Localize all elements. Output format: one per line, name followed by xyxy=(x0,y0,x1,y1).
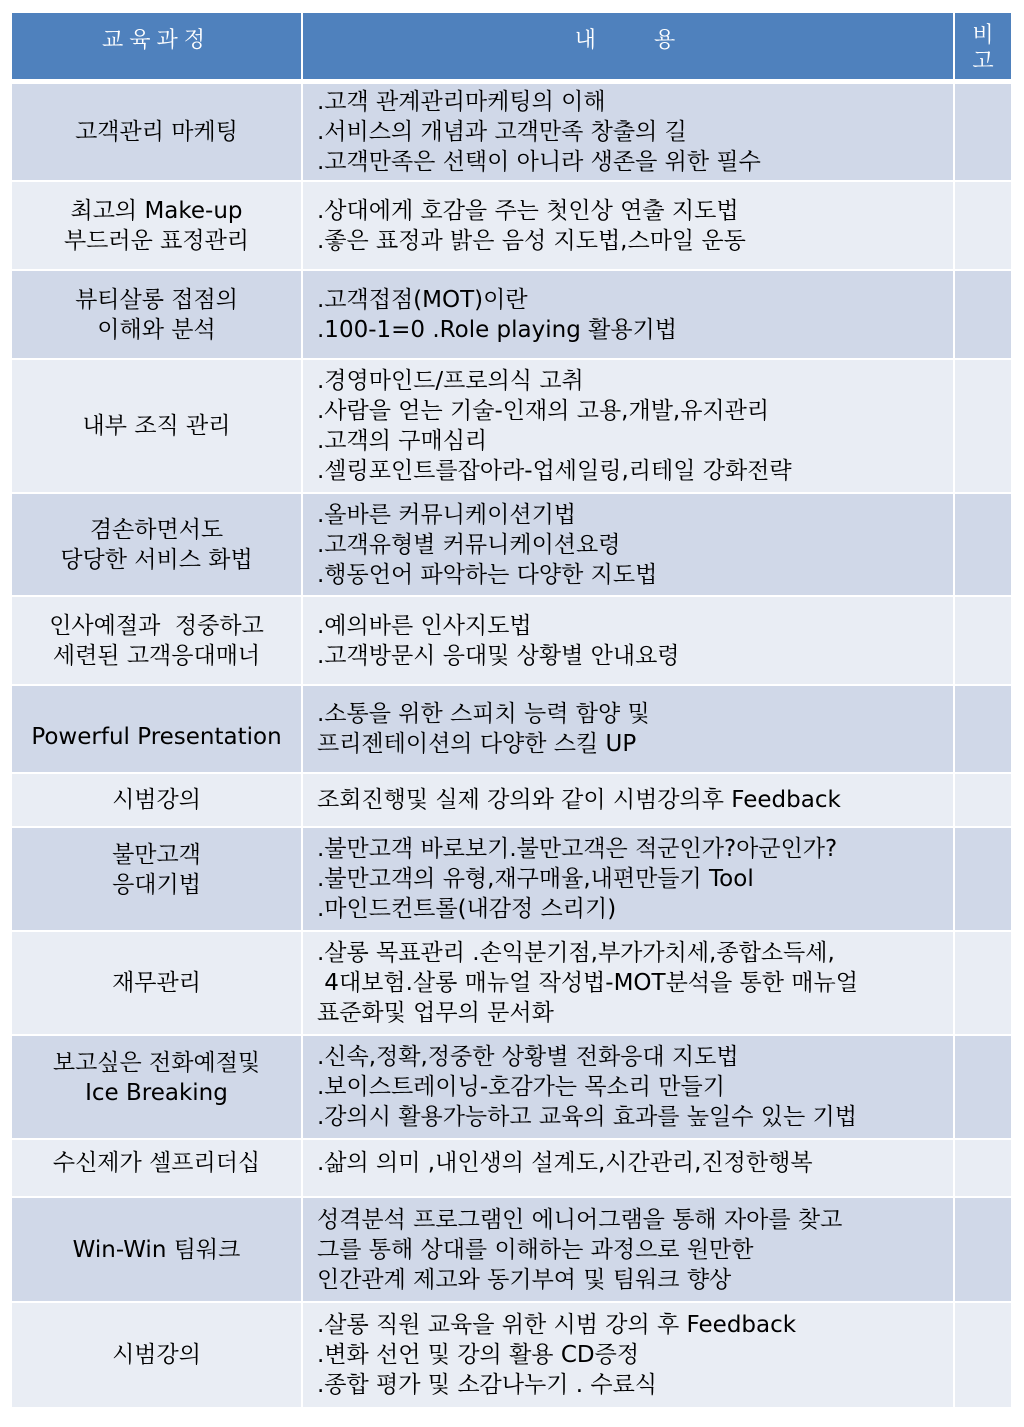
remark-cell xyxy=(954,270,1011,359)
course-cell xyxy=(12,1197,302,1302)
course-line: 불만고객 xyxy=(112,842,201,868)
content-cell xyxy=(302,1302,954,1408)
remark-cell xyxy=(954,81,1011,181)
table-row xyxy=(12,596,1011,685)
header-remark-char: 비 xyxy=(972,23,994,48)
remark-cell xyxy=(954,773,1011,827)
content-line: .경영마인드/프로의식 고취 xyxy=(317,368,584,394)
content-cell xyxy=(302,493,954,596)
curriculum-table xyxy=(12,13,1011,1409)
content-line: 성격분석 프로그램인 에니어그램을 통해 자아를 찾고 xyxy=(317,1206,843,1233)
header-content-label: 내 용 xyxy=(574,28,682,53)
header-course: 교육과정 xyxy=(12,13,302,81)
table-row xyxy=(12,773,1011,827)
course-cell xyxy=(12,270,302,359)
course-line: 응대기법 xyxy=(112,872,201,898)
content-line: .올바른 커뮤니케이션기법 xyxy=(317,501,577,528)
course-line: 시범강의 xyxy=(112,787,201,813)
content-line: 인간관계 제고와 동기부여 및 팀워크 향상 xyxy=(317,1266,732,1293)
content-cell xyxy=(302,1035,954,1139)
course-line: 시범강의 xyxy=(112,1342,201,1368)
content-line: 표준화및 업무의 문서화 xyxy=(317,1000,554,1026)
course-line: 고객관리 마케팅 xyxy=(75,118,238,145)
table-row xyxy=(12,359,1011,493)
remark-cell xyxy=(954,181,1011,270)
content-line: .서비스의 개념과 고객만족 창출의 길 xyxy=(317,118,687,145)
remark-cell xyxy=(954,359,1011,493)
course-cell xyxy=(12,81,302,181)
course-cell xyxy=(12,1139,302,1197)
content-cell xyxy=(302,359,954,493)
remark-cell xyxy=(954,1035,1011,1139)
course-line: 이해와 분석 xyxy=(97,316,216,343)
content-line: .고객만족은 선택이 아니라 생존을 위한 필수 xyxy=(317,148,761,175)
course-line: 최고의 Make-up xyxy=(70,197,243,224)
content-line: .살롱 목표관리 .손익분기점,부가가치세,종합소득세, xyxy=(317,940,835,966)
content-line: .고객유형별 커뮤니케이션요령 xyxy=(317,531,621,558)
course-cell xyxy=(12,359,302,493)
remark-cell xyxy=(954,1302,1011,1408)
course-cell xyxy=(12,827,302,931)
course-cell xyxy=(12,181,302,270)
course-line: Powerful Presentation xyxy=(31,724,282,750)
content-line: .신속,정확,정중한 상황별 전화응대 지도법 xyxy=(317,1044,739,1070)
course-line: 세련된 고객응대매너 xyxy=(52,642,261,669)
course-line: 내부 조직 관리 xyxy=(82,413,231,439)
content-line: .100-1=0 .Role playing 활용기법 xyxy=(317,316,677,343)
table-row xyxy=(12,931,1011,1035)
content-cell xyxy=(302,596,954,685)
content-line: .불만고객의 유형,재구매율,내편만들기 Tool xyxy=(317,866,754,892)
content-line: .종합 평가 및 소감나누기 . 수료식 xyxy=(317,1372,658,1398)
content-cell xyxy=(302,685,954,773)
content-line: .셀링포인트를잡아라-업세일링,리테일 강화전략 xyxy=(317,458,792,484)
course-line: 보고싶은 전화예절및 xyxy=(52,1050,261,1076)
table-row xyxy=(12,827,1011,931)
content-line: .고객 관계관리마케팅의 이해 xyxy=(317,88,606,115)
content-cell xyxy=(302,1139,954,1197)
table-row xyxy=(12,1139,1011,1197)
table-row xyxy=(12,181,1011,270)
header-remark xyxy=(954,13,1011,81)
content-cell xyxy=(302,827,954,931)
content-cell xyxy=(302,270,954,359)
course-line: 인사예절과 정중하고 xyxy=(49,612,264,639)
remark-cell xyxy=(954,931,1011,1035)
content-line: .삶의 의미 ,내인생의 설계도,시간관리,진정한행복 xyxy=(317,1150,813,1176)
curriculum-table-container xyxy=(12,13,1011,1409)
content-line: .사람을 얻는 기술-인재의 고용,개발,유지관리 xyxy=(317,398,770,424)
table-row xyxy=(12,685,1011,773)
content-cell xyxy=(302,1197,954,1302)
content-line: .소통을 위한 스피치 능력 함양 및 xyxy=(317,701,650,727)
content-line: .고객접점(MOT)이란 xyxy=(317,286,528,313)
course-line: 재무관리 xyxy=(112,970,201,996)
content-cell xyxy=(302,181,954,270)
course-cell xyxy=(12,685,302,773)
remark-cell xyxy=(954,596,1011,685)
course-line: 겸손하면서도 xyxy=(89,516,224,543)
course-cell xyxy=(12,596,302,685)
course-line: 당당한 서비스 화법 xyxy=(60,546,253,573)
content-line: .보이스트레이닝-호감가는 목소리 만들기 xyxy=(317,1074,725,1100)
content-line: .고객방문시 응대및 상황별 안내요령 xyxy=(317,642,680,669)
table-row xyxy=(12,493,1011,596)
table-row xyxy=(12,1302,1011,1408)
course-line: 부드러운 표정관리 xyxy=(63,227,250,254)
course-cell xyxy=(12,493,302,596)
remark-cell xyxy=(954,1139,1011,1197)
content-line: 그를 통해 상대를 이해하는 과정으로 원만한 xyxy=(317,1236,754,1263)
course-cell xyxy=(12,1302,302,1408)
header-remark-char: 고 xyxy=(972,49,994,74)
remark-cell xyxy=(954,493,1011,596)
content-line: .행동언어 파악하는 다양한 지도법 xyxy=(317,561,658,588)
remark-cell xyxy=(954,1197,1011,1302)
table-row xyxy=(12,270,1011,359)
content-line: .좋은 표정과 밝은 음성 지도법,스마일 운동 xyxy=(317,227,746,254)
header-content xyxy=(302,13,954,81)
content-line: 조회진행및 실제 강의와 같이 시범강의후 Feedback xyxy=(317,787,841,813)
content-line: .고객의 구매심리 xyxy=(317,428,488,454)
content-line: .강의시 활용가능하고 교육의 효과를 높일수 있는 기법 xyxy=(317,1104,857,1130)
content-cell xyxy=(302,81,954,181)
content-line: .불만고객 바로보기.불만고객은 적군인가?아군인가? xyxy=(317,836,838,862)
course-cell xyxy=(12,773,302,827)
content-line: .상대에게 호감을 주는 첫인상 연출 지도법 xyxy=(317,197,739,224)
course-cell xyxy=(12,1035,302,1139)
course-cell xyxy=(12,931,302,1035)
table-row xyxy=(12,81,1011,181)
content-line: 4대보험.살롱 매뉴얼 작성법-MOT분석을 통한 매뉴얼 xyxy=(317,970,858,996)
content-cell xyxy=(302,931,954,1035)
content-line: .예의바른 인사지도법 xyxy=(317,612,532,639)
course-line: Ice Breaking xyxy=(85,1080,228,1106)
course-line: 뷰티살롱 접점의 xyxy=(75,286,238,313)
table-row xyxy=(12,1197,1011,1302)
content-line: 프리젠테이션의 다양한 스킬 UP xyxy=(317,731,637,757)
content-cell xyxy=(302,773,954,827)
remark-cell xyxy=(954,685,1011,773)
table-header-row xyxy=(12,13,1011,81)
content-line: .변화 선언 및 강의 활용 CD증정 xyxy=(317,1342,640,1368)
remark-cell xyxy=(954,827,1011,931)
table-row xyxy=(12,1035,1011,1139)
content-line: .마인드컨트롤(내감정 스리기) xyxy=(317,896,617,922)
content-line: .살롱 직원 교육을 위한 시범 강의 후 Feedback xyxy=(317,1312,797,1338)
course-line: 수신제가 셀프리더십 xyxy=(52,1150,261,1176)
course-line: Win-Win 팀워크 xyxy=(72,1236,241,1263)
